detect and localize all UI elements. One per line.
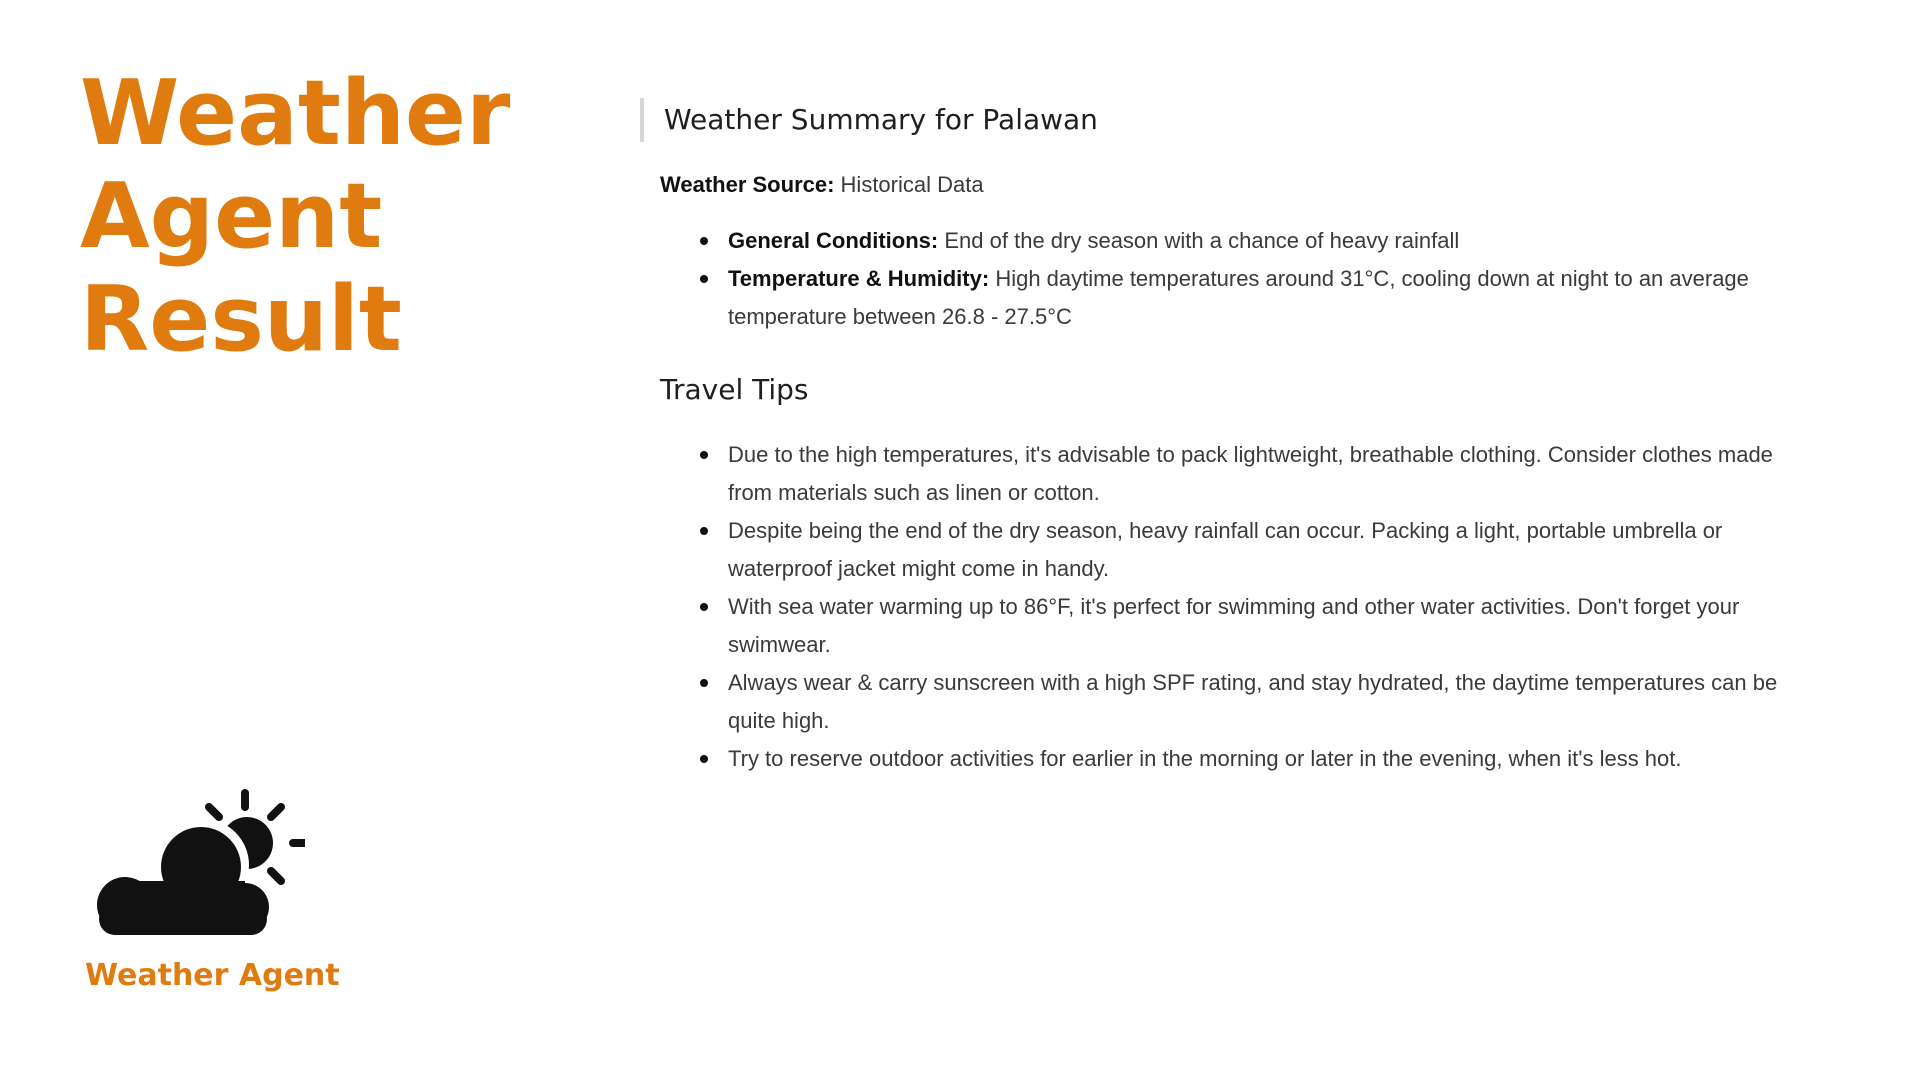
travel-tips-list [640, 436, 1800, 778]
weather-source-value: Historical Data [840, 172, 984, 197]
travel-tips-heading: Travel Tips [660, 373, 809, 406]
weather-source-label: Weather Source: [660, 172, 835, 197]
agent-label: Weather Agent [85, 958, 340, 993]
travel-tip-item: With sea water warming up to 86°F, it's perfect for swimming and other water activities. Don't forget your swimwear. [728, 588, 1800, 664]
left-panel [0, 0, 600, 1080]
slide-title-line-2: Agent [80, 164, 383, 269]
summary-item-general-conditions [728, 222, 1800, 260]
travel-tip-item: Try to reserve outdoor activities for earlier in the morning or later in the evening, when it's less hot. [728, 740, 1800, 778]
slide-title-line-1: Weather [80, 61, 511, 166]
summary-item-label: General Conditions: [728, 228, 939, 253]
weather-result-content [640, 98, 1800, 778]
travel-tip-item: Due to the high temperatures, it's advisable to pack lightweight, breathable clothing. Consider clothes made from materials such as linen or cotton. [728, 436, 1800, 512]
travel-tip-item: Always wear & carry sunscreen with a high SPF rating, and stay hydrated, the daytime temperatures can be quite high. [728, 664, 1800, 740]
summary-item-text: End of the dry season with a chance of heavy rainfall [944, 228, 1460, 253]
slide-title [80, 62, 510, 371]
summary-heading: Weather Summary for Palawan [640, 98, 1800, 142]
travel-tip-item: Despite being the end of the dry season, heavy rainfall can occur. Packing a light, portable umbrella or waterproof jacket might come in handy. [728, 512, 1800, 588]
summary-item-text: High daytime temperatures around 31°C, cooling down at night to an average temperature between 26.8 - 27.5°C [728, 266, 1749, 329]
summary-list [640, 222, 1800, 336]
summary-item-temperature-humidity [728, 260, 1800, 336]
cloud-sun-icon [85, 785, 305, 945]
slide-title-line-3: Result [80, 267, 402, 372]
summary-item-label: Temperature & Humidity: [728, 266, 990, 291]
weather-source-line [660, 168, 1800, 202]
